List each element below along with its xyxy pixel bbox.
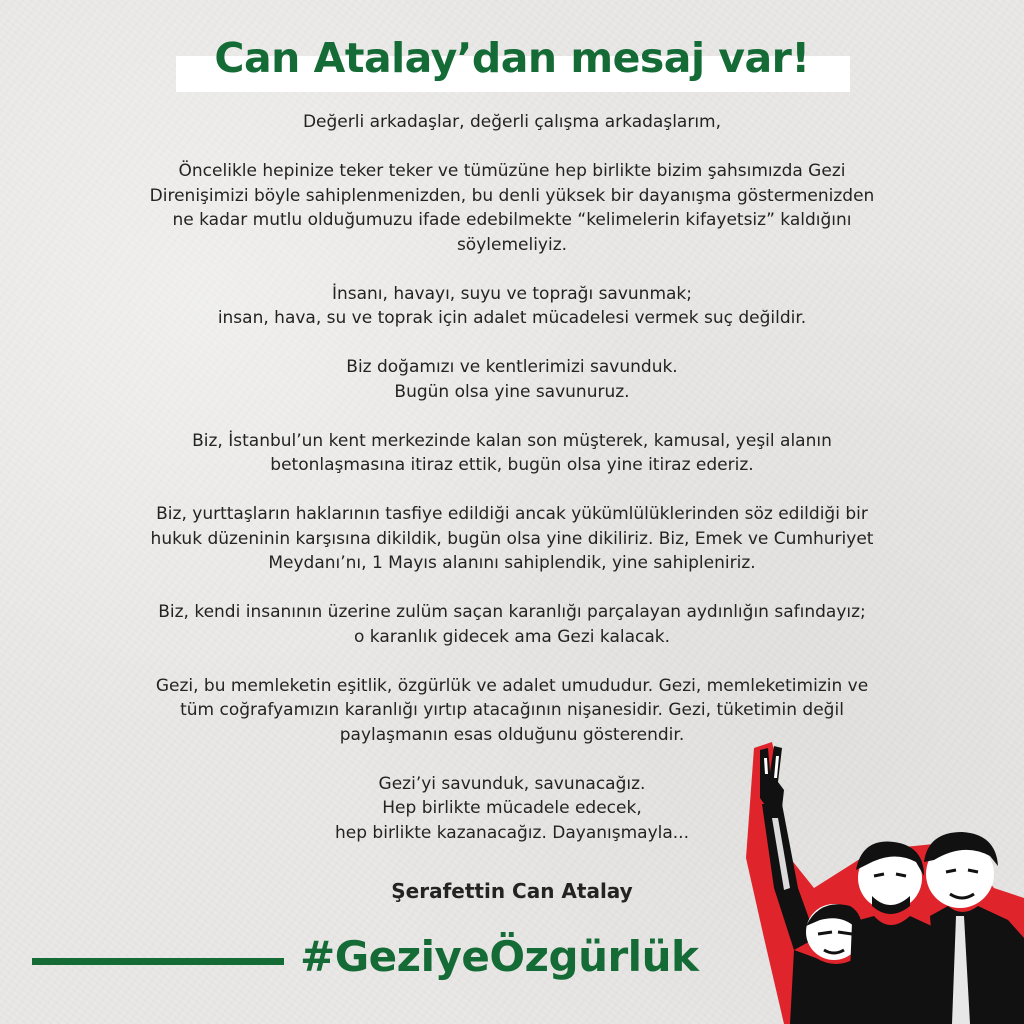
text-line: paylaşmanın esas olduğunu gösterendir. [339, 724, 685, 745]
page-title: Can Atalay’dan mesaj var! [214, 34, 810, 82]
text-line: o karanlık gidecek ama Gezi kalacak. [353, 626, 671, 647]
paragraph-defend [40, 282, 984, 331]
protesters-illustration [724, 738, 1024, 1024]
text-line: Gezi, bu memleketin eşitlik, özgürlük ve adalet umududur. Gezi, memleketimizin ve [155, 675, 869, 696]
paragraph-greeting [40, 110, 984, 135]
message-body [40, 110, 984, 845]
paragraph-light [40, 600, 984, 649]
text-line: Meydanı’nı, 1 Mayıs alanını sahiplendik, yine sahipleniriz. [268, 553, 756, 573]
text-line: insan, hava, su ve toprak için adalet mücadelesi vermek suç değildir. [217, 308, 807, 328]
text-line: Biz, kendi insanının üzerine zulüm saçan karanlığı parçalayan aydınlığın safındayız; [158, 602, 866, 622]
paragraph-intro [40, 159, 984, 257]
text-line: Öncelikle hepinize teker teker ve tümüzüne hep birlikte bizim şahsımızda Gezi [178, 161, 846, 181]
text-line: Gezi’yi savunduk, savunacağız. [378, 773, 646, 794]
text-line: hep birlikte kazanacağız. Dayanışmayla... [335, 822, 689, 843]
text-line: Direnişimizi böyle sahiplenmenizden, bu denli yüksek bir dayanışma göstermenizden [149, 185, 875, 206]
text-line: hukuk düzeninin karşısına dikildik, bugün olsa yine dikiliriz. Biz, Emek ve Cumhuriyet [150, 528, 874, 549]
text-line: Değerli arkadaşlar, değerli çalışma arkadaşlarım, [302, 112, 722, 132]
text-line: ne kadar mutlu olduğumuzu ifade edebilmekte “kelimelerin kifayetsiz” kaldığını [172, 210, 852, 230]
paragraph-nature [40, 355, 984, 404]
text-line: Biz, yurttaşların haklarının tasfiye edildiği ancak yükümlülüklerinden söz edildiği bir [156, 504, 868, 524]
text-line: Biz, İstanbul’un kent merkezinde kalan son müşterek, kamusal, yeşil alanın [192, 430, 832, 451]
hashtag: #GeziyeÖzgürlük [300, 932, 699, 981]
paragraph-istanbul [40, 429, 984, 478]
text-line: söylemeliyiz. [456, 234, 568, 255]
text-line: Hep birlikte mücadele edecek, [382, 798, 642, 818]
text-line: İnsanı, havayı, suyu ve toprağı savunmak; [331, 283, 693, 304]
text-line: betonlaşmasına itiraz ettik, bugün olsa yine itiraz ederiz. [270, 455, 754, 475]
paragraph-rights [40, 502, 984, 576]
paragraph-hope [40, 674, 984, 748]
text-line: Bugün olsa yine savunuruz. [394, 381, 630, 402]
hashtag-underline [32, 958, 284, 965]
text-line: tüm coğrafyamızın karanlığı yırtıp atacağının nişanesidir. Gezi, tüketimin değil [180, 700, 844, 720]
text-line: Biz doğamızı ve kentlerimizi savunduk. [346, 357, 678, 377]
signature: Şerafettin Can Atalay [391, 879, 633, 903]
